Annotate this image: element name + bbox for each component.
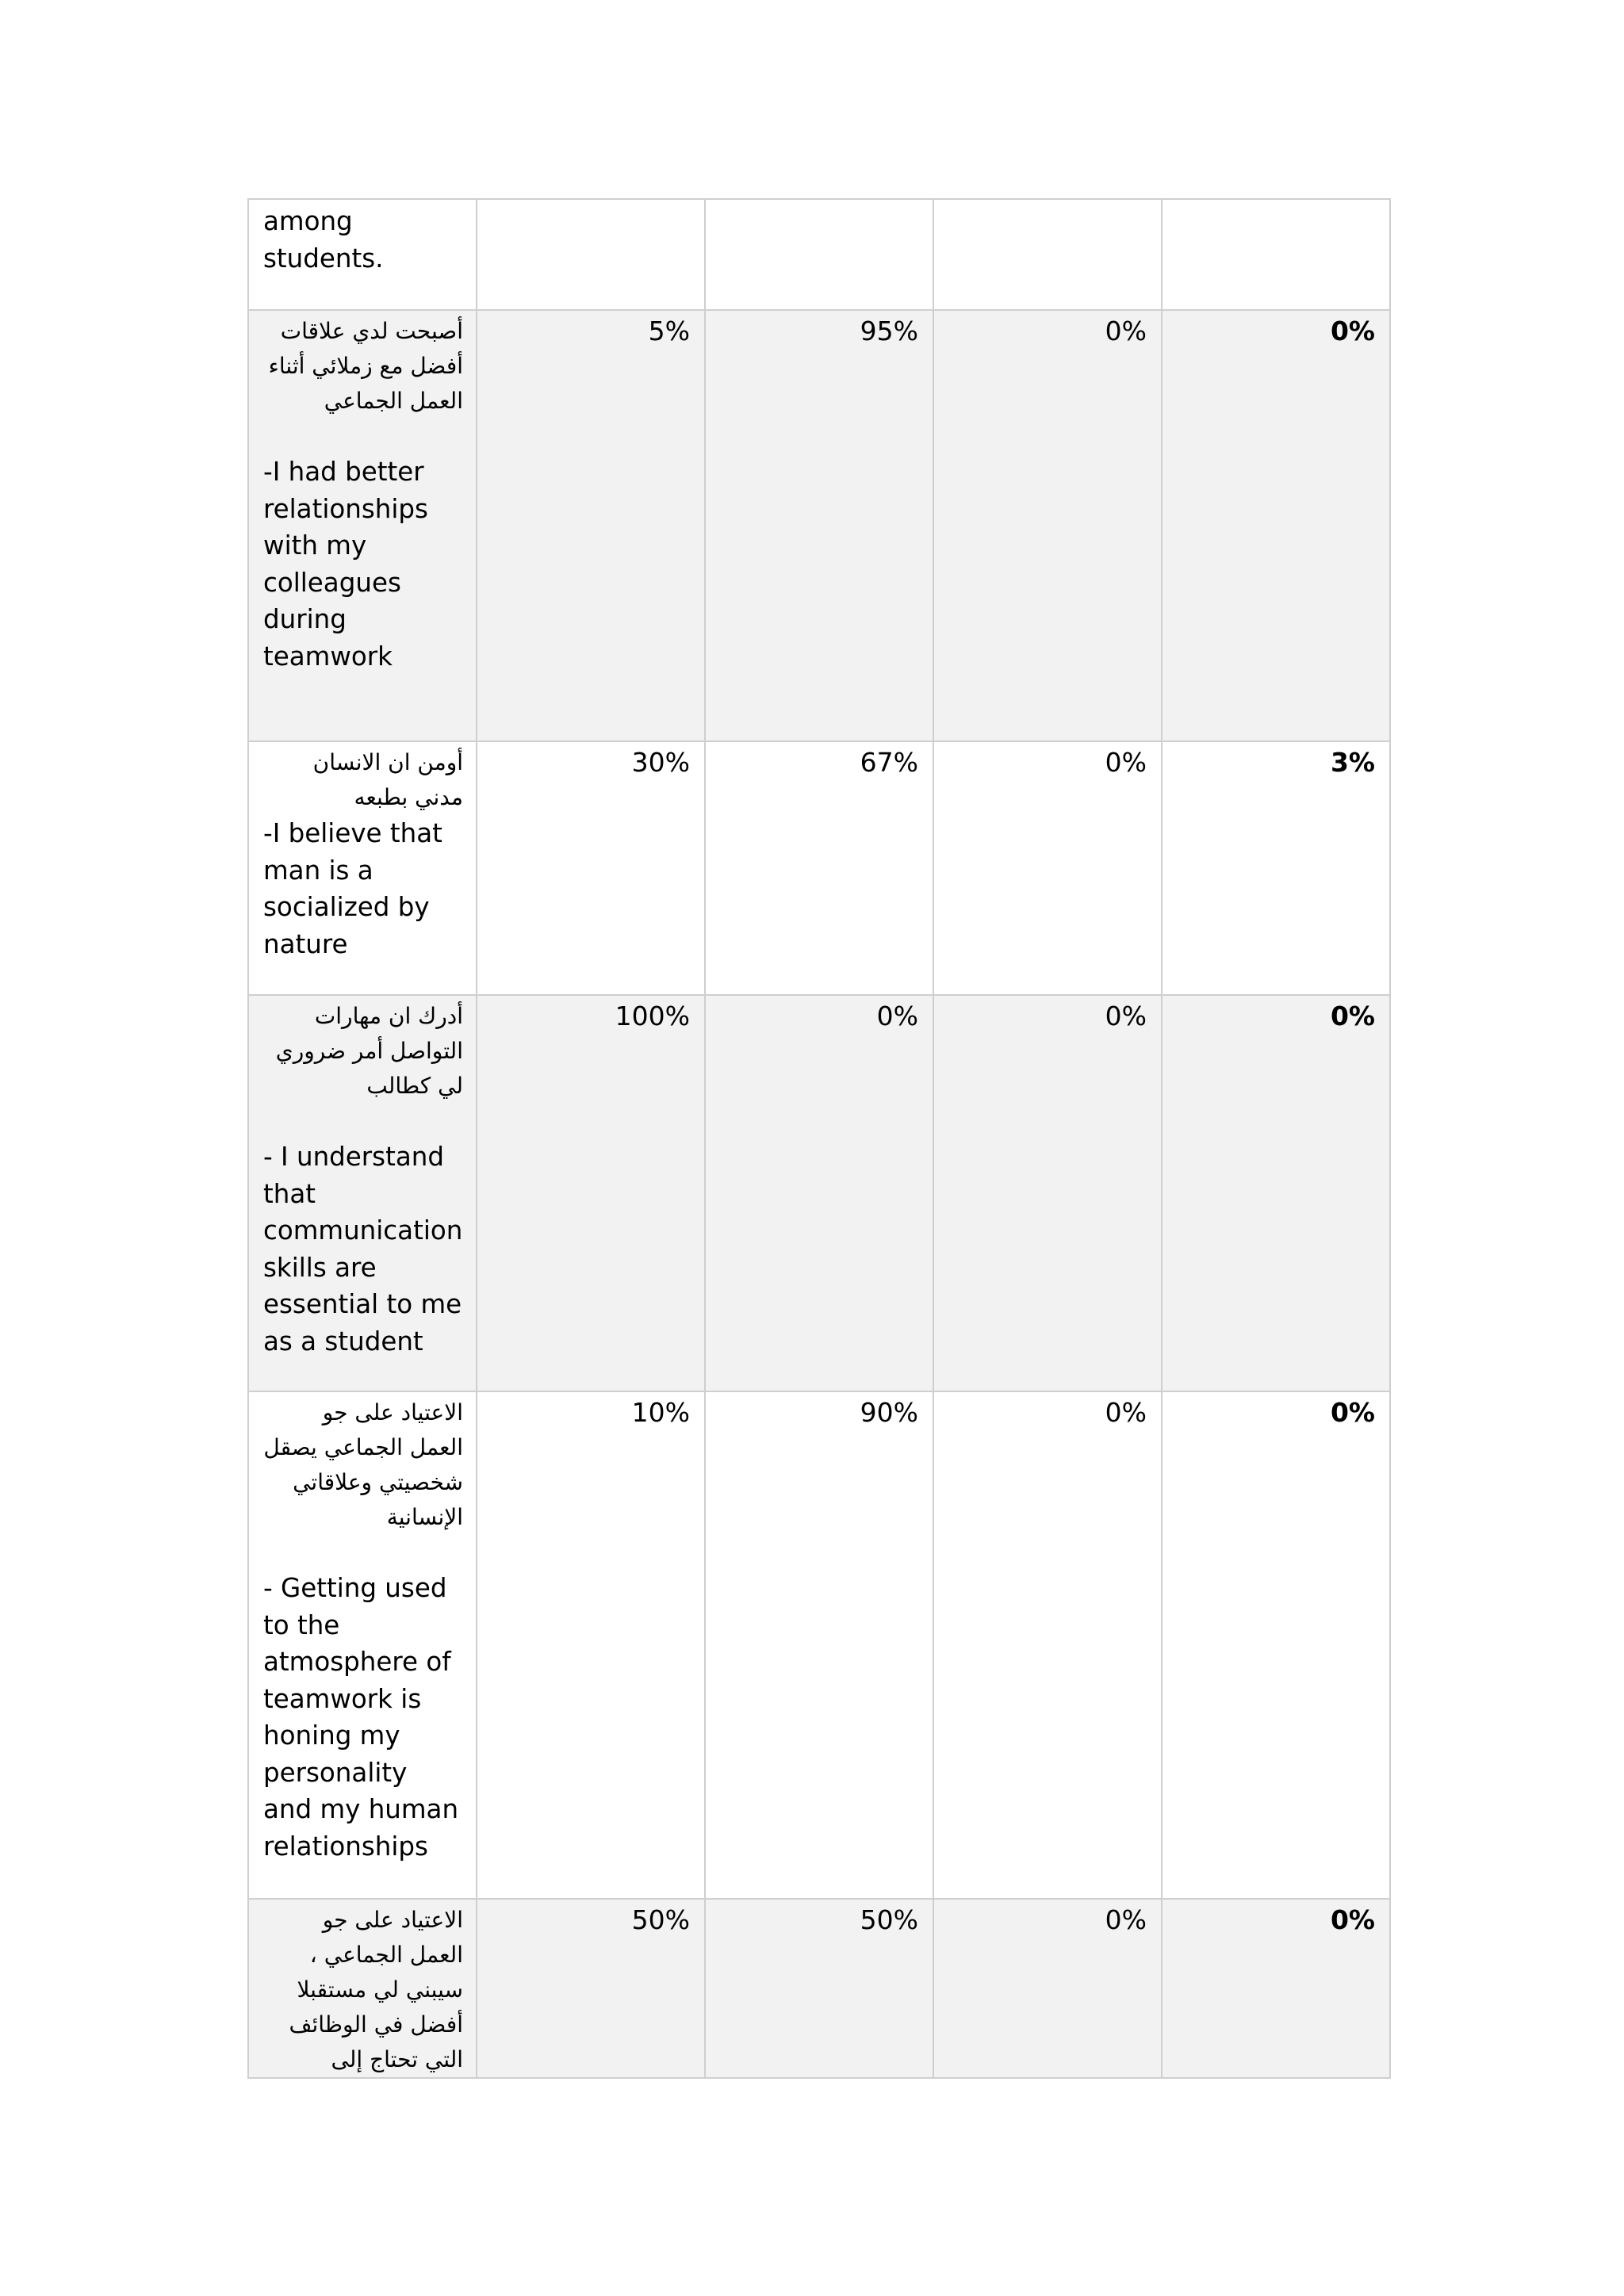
statement-cell — [248, 199, 477, 310]
percent-cell-3 — [933, 741, 1162, 995]
statement-english: -I believe that man is a socialized by nature — [263, 818, 442, 959]
statement-cell — [248, 1899, 477, 2078]
percent-value: 0% — [1330, 1397, 1375, 1428]
percent-cell-2 — [705, 995, 933, 1391]
percent-cell-4 — [1162, 310, 1390, 741]
statement-cell — [248, 995, 477, 1391]
statement-english: - I understand that communication skills are essential to me as a student — [263, 1142, 463, 1357]
percent-cell-2 — [705, 199, 933, 310]
percent-value: 5% — [648, 316, 690, 346]
percent-cell-4 — [1162, 1391, 1390, 1899]
percent-value: 0% — [1105, 747, 1147, 778]
percent-value: 90% — [860, 1397, 918, 1428]
percent-value: 67% — [860, 747, 918, 778]
statement-arabic: أدرك ان مهارات التواصل أمر ضروري لي كطالب — [275, 1003, 463, 1099]
percent-value: 0% — [1330, 1001, 1375, 1031]
percent-value: 100% — [615, 1001, 690, 1031]
statement-english: - Getting used to the atmosphere of teamwork is honing my personality and my human relationships — [263, 1573, 459, 1862]
table-row — [248, 199, 1390, 310]
percent-cell-2 — [705, 1391, 933, 1899]
percent-cell-2 — [705, 310, 933, 741]
percent-cell-4 — [1162, 199, 1390, 310]
statement-cell — [248, 310, 477, 741]
percent-cell-3 — [933, 199, 1162, 310]
percent-value: 3% — [1330, 747, 1375, 778]
percent-cell-2 — [705, 1899, 933, 2078]
percent-cell-4 — [1162, 995, 1390, 1391]
table-row — [248, 1899, 1390, 2078]
statement-arabic: أصبحت لدي علاقات أفضل مع زملائي أثناء العمل الجماعي — [268, 318, 463, 414]
percent-value: 10% — [631, 1397, 690, 1428]
percent-value: 0% — [1330, 316, 1375, 346]
statement-cell — [248, 1391, 477, 1899]
percent-value: 0% — [876, 1001, 918, 1031]
percent-value: 30% — [631, 747, 690, 778]
percent-value: 50% — [860, 1904, 918, 1935]
percent-cell-1 — [477, 310, 705, 741]
statement-arabic: الاعتياد على جو العمل الجماعي ، سيبني لي مستقبلا أفضل في الوظائف التي تحتاج إلى — [289, 1907, 463, 2072]
table-row — [248, 995, 1390, 1391]
percent-value: 95% — [860, 316, 918, 346]
percent-value: 0% — [1330, 1904, 1375, 1935]
statement-cell — [248, 741, 477, 995]
table-row — [248, 1391, 1390, 1899]
percent-cell-1 — [477, 1391, 705, 1899]
percent-cell-1 — [477, 995, 705, 1391]
table-row — [248, 741, 1390, 995]
percent-value: 0% — [1105, 1001, 1147, 1031]
percent-cell-3 — [933, 1899, 1162, 2078]
statement-arabic: الاعتياد على جو العمل الجماعي يصقل شخصيتي وعلاقاتي الإنسانية — [263, 1399, 463, 1530]
percent-value: 50% — [631, 1904, 690, 1935]
percent-cell-1 — [477, 741, 705, 995]
percent-value: 0% — [1105, 316, 1147, 346]
percent-cell-3 — [933, 1391, 1162, 1899]
table-row — [248, 310, 1390, 741]
percent-value: 0% — [1105, 1904, 1147, 1935]
survey-results-table — [247, 198, 1391, 2079]
statement-arabic: أومن ان الانسان مدني بطبعه — [312, 749, 463, 810]
percent-cell-3 — [933, 310, 1162, 741]
percent-cell-1 — [477, 199, 705, 310]
percent-cell-2 — [705, 741, 933, 995]
statement-english: -I had better relationships with my colleagues during teamwork — [263, 457, 428, 672]
statement-english: among students. — [263, 206, 384, 274]
percent-cell-1 — [477, 1899, 705, 2078]
percent-cell-3 — [933, 995, 1162, 1391]
percent-cell-4 — [1162, 741, 1390, 995]
percent-cell-4 — [1162, 1899, 1390, 2078]
percent-value: 0% — [1105, 1397, 1147, 1428]
